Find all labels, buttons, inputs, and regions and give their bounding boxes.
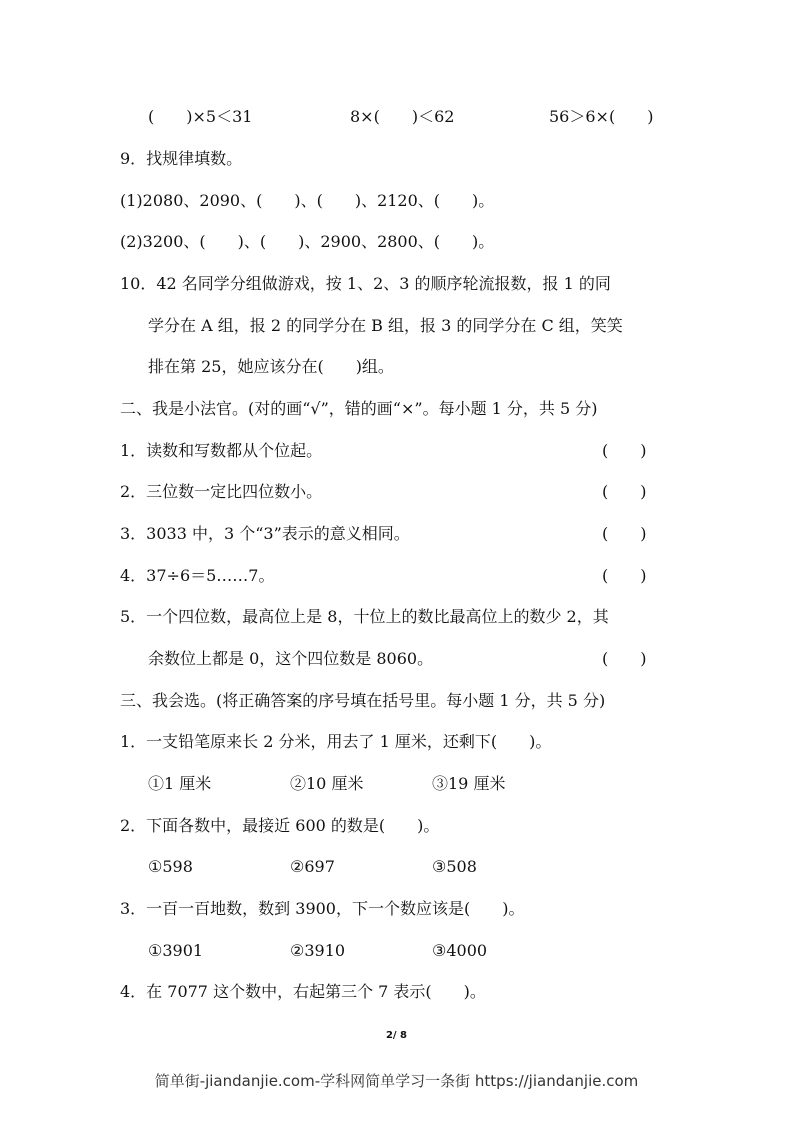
s2-item-2: 2．三位数一定比四位数小。	[120, 482, 323, 501]
section3-heading: 三、我会选。(将正确答案的序号填在括号里。每小题 1 分，共 5 分)	[120, 691, 606, 710]
s2-answer-blank-1: ( )	[602, 441, 647, 460]
s2-item-3: 3．3033 中，3 个“3”表示的意义相同。	[120, 524, 410, 543]
q10-line-1: 10．42 名同学分组做游戏，按 1、2、3 的顺序轮流报数，报 1 的同	[120, 274, 611, 293]
s3-q2-option-3: ③508	[432, 857, 477, 876]
q9-part-2: (2)3200、( )、( )、2900、2800、( )。	[120, 232, 495, 251]
s3-q3-option-2: ②3910	[290, 941, 346, 960]
s3-q2-option-2: ②697	[290, 857, 335, 876]
q8-expr-2: 8×( )＜62	[350, 107, 455, 126]
page-number: 2/ 8	[385, 1030, 408, 1041]
s3-q1-option-2: ②10 厘米	[290, 774, 364, 793]
s2-item-5-cont: 余数位上都是 0，这个四位数是 8060。	[148, 649, 434, 668]
s3-q1-option-3: ③19 厘米	[432, 774, 506, 793]
s3-q3-text: 3．一百一百地数，数到 3900，下一个数应该是( )。	[120, 899, 525, 918]
s3-q1-option-1: ①1 厘米	[148, 774, 212, 793]
q8-expr-1: ( )×5＜31	[148, 107, 253, 126]
s3-q3-option-1: ①3901	[148, 941, 204, 960]
s2-answer-blank-5: ( )	[602, 649, 647, 668]
s2-answer-blank-4: ( )	[602, 566, 647, 585]
s2-item-5: 5．一个四位数，最高位上是 8，十位上的数比最高位上的数少 2，其	[120, 607, 609, 626]
s2-item-1: 1．读数和写数都从个位起。	[120, 441, 323, 460]
q8-expr-3: 56＞6×( )	[549, 107, 654, 126]
q9-title: 9．找规律填数。	[120, 149, 243, 168]
s3-q1-text: 1．一支铅笔原来长 2 分米，用去了 1 厘米，还剩下( )。	[120, 732, 552, 751]
s2-answer-blank-2: ( )	[602, 482, 647, 501]
s2-answer-blank-3: ( )	[602, 524, 647, 543]
s3-q2-option-1: ①598	[148, 857, 193, 876]
q9-part-1: (1)2080、2090、( )、( )、2120、( )。	[120, 191, 495, 210]
s3-q3-option-3: ③4000	[432, 941, 488, 960]
footer-watermark: 简单街-jiandanjie.com-学科网简单学习一条街 https://jiandanjie.com	[154, 1072, 639, 1090]
q10-line-2: 学分在 A 组，报 2 的同学分在 B 组，报 3 的同学分在 C 组，笑笑	[148, 316, 623, 335]
section2-heading: 二、我是小法官。(对的画“√”，错的画“×”。每小题 1 分，共 5 分)	[120, 399, 598, 418]
s2-item-4: 4．37÷6＝5……7。	[120, 566, 275, 585]
q10-line-3: 排在第 25，她应该分在( )组。	[148, 357, 394, 376]
s3-q2-text: 2．下面各数中，最接近 600 的数是( )。	[120, 816, 440, 835]
s3-q4-text: 4．在 7077 这个数中，右起第三个 7 表示( )。	[120, 982, 486, 1001]
